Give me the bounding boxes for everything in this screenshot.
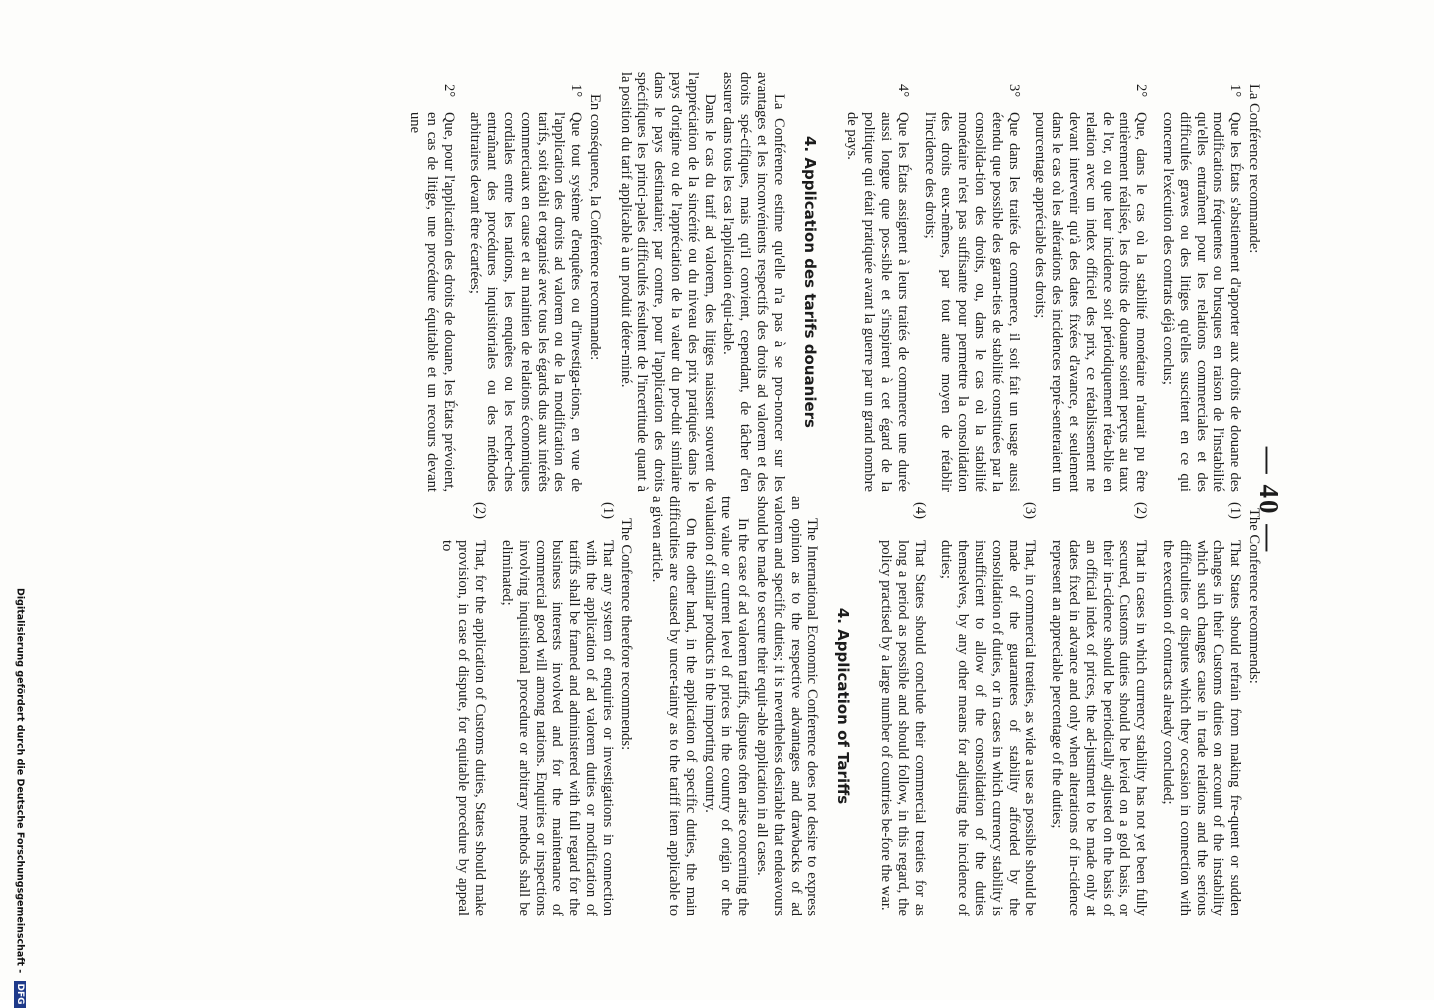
fr-item-number: 1° [568,84,585,98]
en-paragraph: In the case of ad valorem tariffs, disputes often arise concerning the true value or current level of prices in the country of origin or the valuation of similar products in the importing country. [701,496,752,916]
en-recommendation-b1 [498,496,616,916]
fr-recommendation-1 [1159,72,1243,492]
fr-item-number: 2° [440,84,457,98]
fr-intro: La Conférence recommande: [1246,84,1262,254]
fr-recommendation-2 [1032,72,1150,492]
french-column [396,72,1262,492]
en-item-text: That, for the application of Customs duties, States should make provision, in case of dispute, for equitable procedure by appeal to [438,540,489,916]
en-item-text: That States should refrain from making fre-quent or sudden changes in their Customs duties on account of the instability which such changes cause in trade relations and the serious difficulties or disputes which they occasion in connection with the execution of contracts already concluded; [1160,540,1244,916]
en-recommendation-2 [1048,496,1149,916]
en-item-number: (1) [1227,502,1244,520]
en-section-heading: 4. Application of Tariffs [834,607,853,805]
fr-recommendation-b2 [406,72,456,492]
fr-item-number: 2° [1133,84,1150,98]
fr-item-text: Que les États s'abstiennent d'apporter aux droits de douane des modifications fréquentes ou brusques en raison de l'instabilité qu'elles entraînent pour les relations commerciales et des difficultés graves ou des litiges qu'elles suscitent en ce qui concerne l'exécution des contrats déjà conclus; [1160,112,1244,492]
fr-recommendation-4 [844,72,911,492]
en-paragraph: The International Economic Conference does not desire to express an opinion as to the respective advantages and drawbacks of ad valorem and specific duties; it is nevertheless desirable that endeavours should be made to secure their equit-able application in all cases. [754,496,821,916]
en-recommendation-1 [1159,496,1243,916]
en-recommendation-4 [877,496,927,916]
english-column [428,496,1262,916]
en-item-text: That, in commercial treaties, as wide a use as possible should be made of the guarantees of stability afforded by the consolidation of duties, or in cases in which currency stability is insufficient to allow of the consolidation of the duties themselves, by any other means for adjusting the incidence of duties; [938,540,1039,916]
fr-recommendation-3 [921,72,1022,492]
en-item-text: That in cases in which currency stability has not yet been fully secured, Customs duties should be levied on a gold basis, or their in-cidence should be periodically adjusted on the basis of an official index of prices, the ad-justment to be made only at dates fixed in advance and only when alterations of in-cidence represent an appreciable percentage of the duties; [1049,540,1150,916]
fr-item-number: 1° [1227,84,1244,98]
fr-item-text: Que, pour l'application des droits de douane, les États prévoient, en cas de litige, une procédure équitable et un recours devant une [406,112,457,492]
en-recommendation-3 [938,496,1039,916]
credit-text: Digitalisierung gefördert durch die Deutsche Forschungsgemeinschaft [14,588,26,966]
en-recommendation-b2 [438,496,488,916]
fr-item-text: Que, dans le cas où la stabilité monétaire n'aurait pu être entièrement réalisée, les droits de douane soient perçus au taux de l'or, ou que leur incidence soit périodiquement réta-blie en relation avec un index officiel des prix, ce rétablissement ne devant intervenir qu'à des dates fixées d'avance, et seulement dans le cas où les altérations des incidences repré-senteraient un pourcentage appréciable des droits; [1032,112,1150,492]
en-item-number: (1) [599,502,616,520]
fr-intro-recommends: En conséquence, la Conférence recommande: [586,94,603,361]
en-item-text: That any system of enquiries or investigations in connection with the application of ad valorem duties or modification of tariffs shall be framed and administered with full regard for the business interests involved and for the maintenance of commercial good will among nations. Enquiries or inspections involving inquisitional procedure or arbitrary methods shall be eliminated; [498,540,616,916]
fr-item-number: 4° [894,84,911,98]
en-paragraph: On the other hand, in the application of specific duties, the main difficulties are caused by uncer-tainty as to the tariff item applicable to a given article. [649,496,699,916]
fr-item-text: Que les États assignent à leurs traités de commerce une durée aussi longue que pos-sible et s'inspirent à cet égard de la politique qui était pratiquée avant la guerre par un grand nombre de pays. [844,112,911,492]
fr-item-text: Que dans les traités de commerce, il soit fait un usage aussi étendu que possible des garan-ties de stabilité constituées par la consolida-tion des droits, ou, dans le cas où la stabilité monétaire n'est pas suffisante pour permettre la consolidation des droits eux-mêmes, par tout autre moyen de rétablir l'incidence des droits; [921,112,1022,492]
en-intro-recommends: The Conference therefore recommends: [618,518,635,751]
dfg-logo: DFG [14,981,26,1008]
fr-paragraph: Dans le cas du tarif ad valorem, des litiges naissent souvent de l'appréciation de la sincérité ou du niveau des prix pratiqués dans le pays d'origine ou de l'appréciation de la valeur du pro-duit similaire dans le pays destinataire; par contre, pour l'application des droits spécifiques les princi-pales difficultés résultent de l'incertitude quant à la position du tarif applicable à un produit déter-miné. [617,72,718,492]
en-item-text: That States should conclude their commercial treaties for as long a period as possible and should follow, in this regard, the policy practised by a large number of countries be-fore the war. [878,540,928,916]
en-item-number: (2) [472,502,489,520]
en-item-number: (3) [1022,502,1039,520]
page-number: — 40 — [1254,446,1284,554]
en-item-number: (2) [1133,502,1150,520]
en-intro: The Conference recommends: [1246,508,1262,684]
en-item-number: (4) [911,502,928,520]
fr-recommendation-b1 [467,72,585,492]
fr-section-heading: 4. Application des tarifs douaniers [800,136,819,428]
fr-item-text: Que tout système d'enquêtes ou d'investiga-tions, en vue de l'application des droits ad valorem ou de la modification des tarifs, soit établi et organisé avec tous les égards dus aux intérêts commerciaux en cause et au maintien de relations économiques cordiales entre les nations, les enquêtes ou les recher-ches entraînant des procédures inquisitoriales ou des méthodes arbitraires devant être écartées; [467,112,585,492]
fr-item-number: 3° [1005,84,1022,98]
fr-paragraph: La Conférence estime qu'elle n'a pas à se pro-noncer sur les avantages et les inconvénients respectifs des droits ad valorem et des droits spé-cifiques, mais qu'il convient, cependant, de tâcher d'en assurer dans tous les cas l'application équi-table. [720,72,787,492]
digitization-credit: Digitalisierung gefördert durch die Deutsche Forschungsgemeinschaft - DFG [14,588,26,1008]
